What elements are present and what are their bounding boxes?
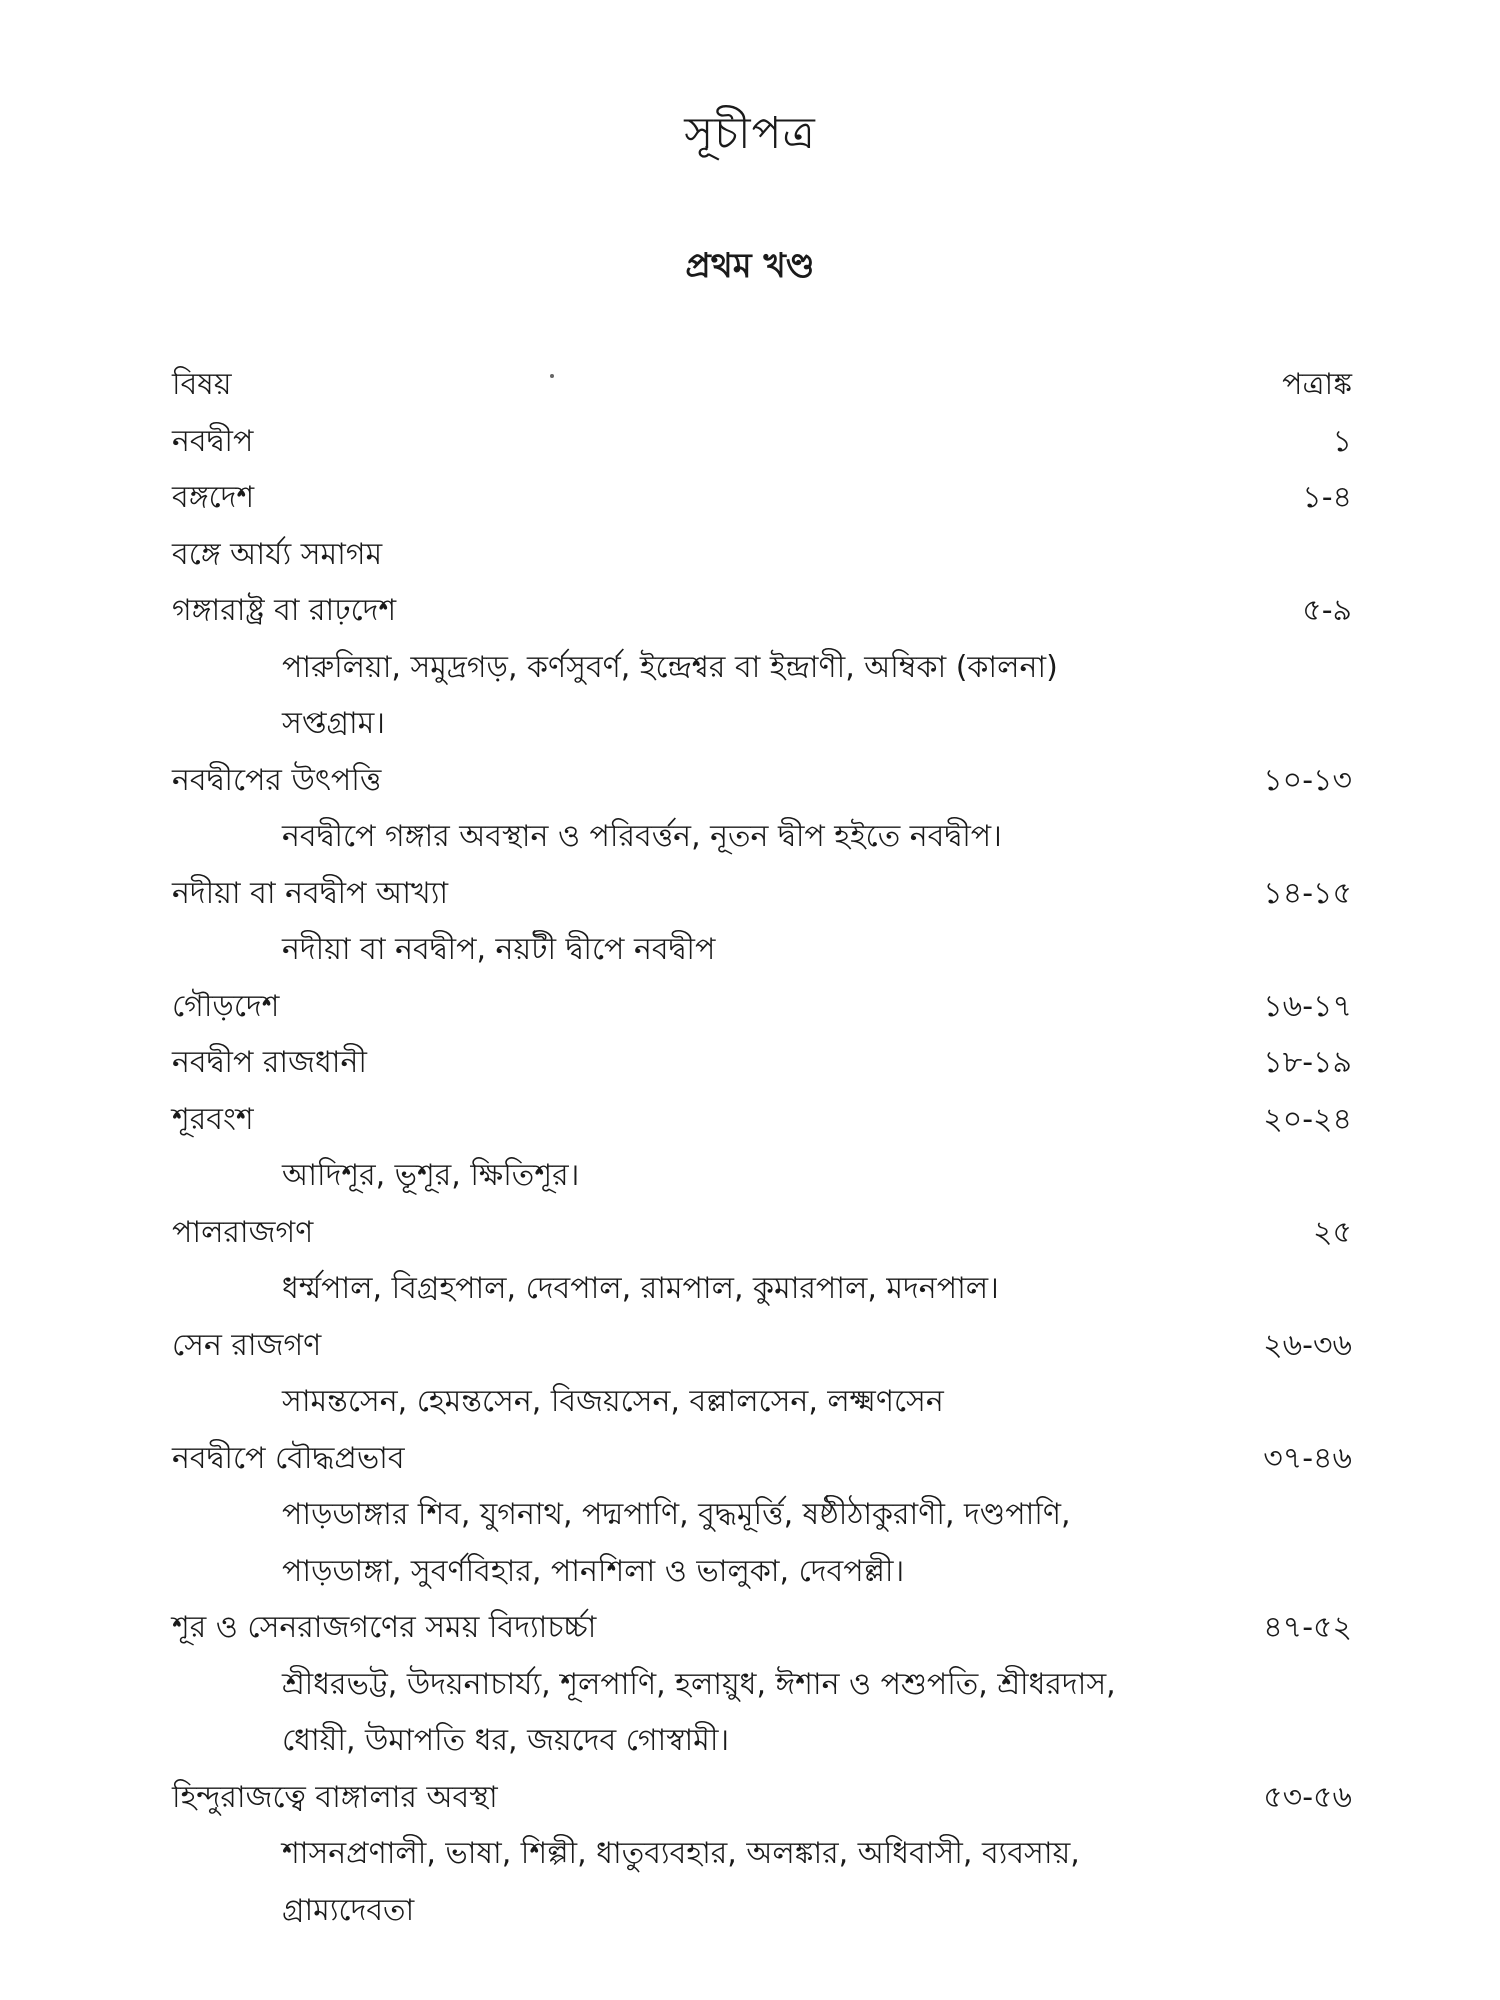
toc-subentry-text: পাড়ডাঙ্গা, সুবর্ণবিহার, পানশিলা ও ভালুকা, দেবপল্লী। [282,1553,905,1589]
toc-subentry-text: পাড়ডাঙ্গার শিব, যুগনাথ, পদ্মপাণি, বুদ্ধমূর্ত্তি, ষষ্ঠীঠাকুরাণী, দণ্ডপাণি, [282,1497,1071,1532]
toc-page-range: ১৬-১৭ [1263,988,1352,1024]
toc-page-range: ২৫ [1313,1214,1352,1250]
toc-subentry-text: শ্রীধরভট্ট, উদয়নাচার্য্য, শূলপাণি, হলায়ুধ, ঈশান ও পশুপতি, শ্রীধরদাস, [282,1666,1116,1702]
toc-subentry-text: আদিশূর, ভূশূর, ক্ষিতিশূর। [282,1158,580,1193]
toc-subentry [172,922,1352,979]
toc-subentry [172,1544,1352,1601]
toc-entry-title: হিন্দুরাজত্বে বাঙ্গালার অবস্থা [172,1779,498,1815]
toc-page-range: ৫-৯ [1302,593,1352,628]
toc-entry-title: নদীয়া বা নবদ্বীপ আখ্যা [172,875,449,911]
toc-subentry [172,1883,1352,1940]
toc-page-range: ১৪-১৫ [1263,875,1352,911]
toc-entry-title: শূরবংশ [172,1101,254,1137]
page-column-header: পত্রাঙ্ক [1282,367,1352,402]
page-title: সূচীপত্র [684,108,816,159]
toc-entry [172,1205,1352,1262]
toc-page-range: ২০-২৪ [1263,1101,1352,1137]
toc-page-range: ১ [1332,423,1352,459]
toc-entry-title: বঙ্গে আর্য্য সমাগম [172,536,383,572]
toc-rows [172,414,1352,1940]
toc-entry-title: নবদ্বীপের উৎপত্তি [172,762,382,798]
toc-entry-title: নবদ্বীপে বৌদ্ধপ্রভাব [172,1440,405,1476]
toc-entry-title: গৌড়দেশ [172,988,280,1024]
toc-entry [172,1092,1352,1149]
toc-entry [172,1035,1352,1092]
toc-subentry-text: সপ্তগ্রাম। [282,706,386,741]
toc-subentry [172,1826,1352,1883]
table-of-contents [172,357,1352,1939]
toc-entry-title: নবদ্বীপ রাজধানী [172,1045,367,1080]
toc-subentry [172,1374,1352,1431]
toc-page-range: ১-৪ [1302,480,1352,515]
toc-entry [172,979,1352,1036]
toc-entry-title: বঙ্গদেশ [172,480,255,515]
toc-page-range: ৫৩-৫৬ [1263,1779,1352,1815]
toc-subentry [172,1657,1352,1714]
toc-entry [172,527,1352,584]
toc-entry [172,1600,1352,1657]
toc-entry-title: সেন রাজগণ [172,1327,322,1363]
toc-entry-title: শূর ও সেনরাজগণের সময় বিদ্যাচর্চ্চা [172,1610,597,1645]
toc-subentry [172,640,1352,697]
toc-entry [172,470,1352,527]
toc-entry [172,1318,1352,1375]
toc-entry-title: নবদ্বীপ [172,423,254,459]
toc-entry [172,583,1352,640]
toc-entry [172,1431,1352,1488]
toc-page-range: ৪৭-৫২ [1263,1610,1352,1645]
toc-entry [172,1770,1352,1827]
toc-subentry-text: নবদ্বীপে গঙ্গার অবস্থান ও পরিবর্ত্তন, নূতন দ্বীপ হইতে নবদ্বীপ। [282,819,1002,854]
toc-subentry [172,1148,1352,1205]
toc-subentry-text: গ্রাম্যদেবতা [282,1892,415,1928]
toc-entry [172,866,1352,923]
toc-entry [172,414,1352,471]
toc-subentry [172,1487,1352,1544]
toc-subentry-text: পারুলিয়া, সমুদ্রগড়, কর্ণসুবর্ণ, ইন্দ্রেশ্বর বা ইন্দ্রাণী, অম্বিকা (কালনা) [282,649,1058,685]
toc-entry-title: পালরাজগণ [172,1214,314,1250]
toc-page-range: ১০-১৩ [1263,762,1352,798]
toc-subentry [172,809,1352,866]
toc-subentry [172,1261,1352,1318]
toc-entry [172,753,1352,810]
section-heading: প্রথম খণ্ড [685,246,815,286]
toc-subentry-text: ধর্ম্মপাল, বিগ্রহপাল, দেবপাল, রামপাল, কুমারপাল, মদনপাল। [282,1271,999,1306]
toc-page-range: ৩৭-৪৬ [1263,1440,1352,1476]
toc-entry-title: গঙ্গারাষ্ট্র বা রাঢ়দেশ [172,593,397,628]
toc-page-range: ২৬-৩৬ [1263,1327,1352,1363]
toc-subentry [172,696,1352,753]
toc-subentry-text: ধোয়ী, উমাপতি ধর, জয়দেব গোস্বামী। [282,1723,730,1758]
toc-subentry-text: নদীয়া বা নবদ্বীপ, নয়টী দ্বীপে নবদ্বীপ [282,932,716,967]
toc-page-range: ১৮-১৯ [1263,1045,1352,1080]
toc-subentry-text: সামন্তসেন, হেমন্তসেন, বিজয়সেন, বল্লালসেন, লক্ষ্মণসেন [282,1384,944,1419]
toc-subentry [172,1713,1352,1770]
toc-subentry-text: শাসনপ্রণালী, ভাষা, শিল্পী, ধাতুব্যবহার, অলঙ্কার, অধিবাসী, ব্যবসায়, [282,1836,1080,1871]
subject-column-header: বিষয় [172,367,232,402]
toc-header-row [172,357,1352,414]
